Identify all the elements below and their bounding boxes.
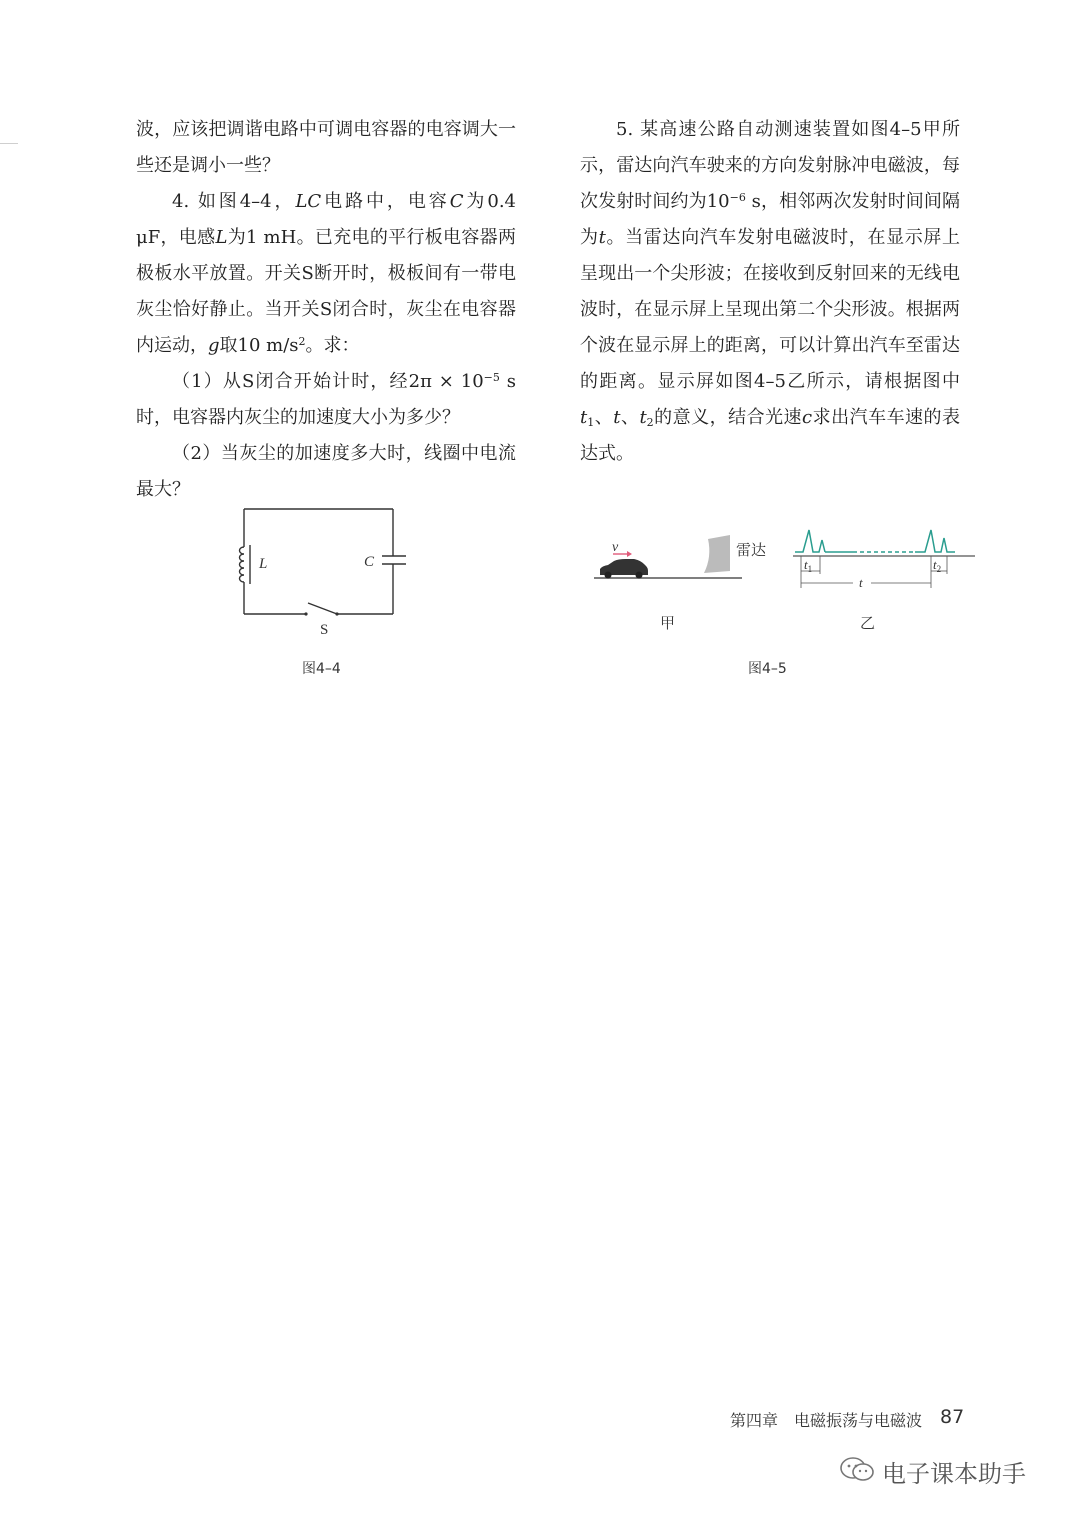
q4-text-b: 电路中，电容 [321, 191, 450, 212]
watermark [820, 1450, 1060, 1490]
figure-4-5-yi [785, 520, 980, 595]
sub1-text-b: s时，电容器内灰尘的加速度大小为多少？ [136, 371, 516, 428]
figure-4-5-caption: 图4–5 [748, 661, 787, 677]
echo-trace-2 [915, 530, 955, 552]
velocity-arrowhead [627, 551, 632, 557]
label-L: L [259, 556, 268, 572]
figure-4-4-caption: 图4–4 [302, 661, 341, 677]
label-radar: 雷达 [736, 541, 767, 559]
q5-text-b: s，相邻两次发射时间间隔为 [580, 191, 960, 248]
q4-l: L [215, 227, 228, 248]
q5-text-c: 。当雷达向汽车发射电磁波时，在显示屏上呈现出一个尖形波；在接收到反射回来的无线电波时，在显示屏上呈现出第二个尖形波。根据两个波在显示屏上的距离，可以计算出汽车至雷达的距离。显示屏如图4–5乙所示，请根据图中 [580, 227, 961, 392]
q5-t1-sub: 1 [587, 416, 595, 429]
question-4-sub-2: （2）当灰尘的加速度多大时，线圈中电流最大？ [136, 443, 516, 500]
left-paragraph-1: 波，应该把调谐电路中可调电容器的电容调大一些还是调小一些？ [136, 119, 516, 176]
sub1-text-a: （1）从S闭合开始计时，经2π × 10 [172, 371, 484, 392]
q4-text-end: 。求： [305, 335, 360, 356]
switch-contact-left [304, 612, 307, 615]
q4-lc: LC [295, 191, 322, 212]
figure-4-5-jia [590, 525, 775, 595]
left-column [136, 112, 516, 508]
footer-chapter-title: 第四章 电磁振荡与电磁波 [730, 1411, 923, 1430]
car-wheel-front [605, 572, 612, 579]
q5-t-mid: t [613, 407, 621, 428]
q5-t1: t [580, 407, 588, 428]
watermark-text: 电子课本助手 [882, 1460, 1026, 1488]
right-column [580, 112, 960, 472]
switch-blade [308, 603, 337, 614]
q5-sep2: 、 [620, 407, 640, 428]
q5-exponent: −6 [729, 191, 746, 204]
q5-text-a: 5. 某高速公路自动测速装置如图4–5甲所示，雷达向汽车驶来的方向发射脉冲电磁波，每次发射时间约为10 [580, 119, 960, 212]
switch-contact-right [335, 612, 338, 615]
label-t: t [859, 575, 863, 590]
q4-text-d: 为0.4 μF，电感 [136, 191, 516, 248]
q5-text-d: 的意义，结合光速 [653, 407, 803, 428]
echo-trace-1 [795, 530, 825, 552]
q5-t2-sub: 2 [646, 416, 654, 429]
q4-text-f: 取10 m/s [219, 335, 299, 356]
q4-square: 2 [298, 335, 306, 348]
q5-t2: t [639, 407, 647, 428]
label-v: v [612, 540, 619, 555]
q4-text-a: 4. 如图4–4， [172, 191, 296, 212]
sub1-exponent: −5 [483, 371, 500, 384]
label-C: C [364, 554, 375, 570]
car-wheel-rear [636, 572, 643, 579]
margin-mark [0, 143, 18, 144]
figure-4-5-jia-label: 甲 [660, 614, 676, 632]
question-4 [136, 184, 516, 364]
question-5 [580, 112, 960, 472]
label-t1: $t_1$ [804, 557, 813, 574]
question-4-sub-1 [136, 364, 516, 436]
q5-text-e: 求出汽车车速的表达式。 [580, 407, 961, 464]
label-t2: $t_2$ [933, 557, 942, 574]
radar-dish [704, 535, 730, 573]
q4-g: g [208, 335, 220, 356]
inductor-coil [240, 547, 245, 582]
figure-4-5-yi-label: 乙 [860, 614, 876, 632]
wechat-icon [840, 1456, 876, 1484]
q4-c: C [449, 191, 464, 212]
q5-sep1: 、 [594, 407, 614, 428]
figure-4-4-circuit [230, 500, 420, 640]
q5-c: c [802, 407, 813, 428]
label-S: S [320, 622, 329, 638]
page-number: 87 [940, 1406, 965, 1428]
q5-t: t [598, 227, 606, 248]
q4-text-e: 为1 mH。已充电的平行板电容器两极板水平放置。开关S断开时，极板间有一带电灰尘恰好静止。当开关S闭合时，灰尘在电容器内运动， [136, 227, 516, 356]
